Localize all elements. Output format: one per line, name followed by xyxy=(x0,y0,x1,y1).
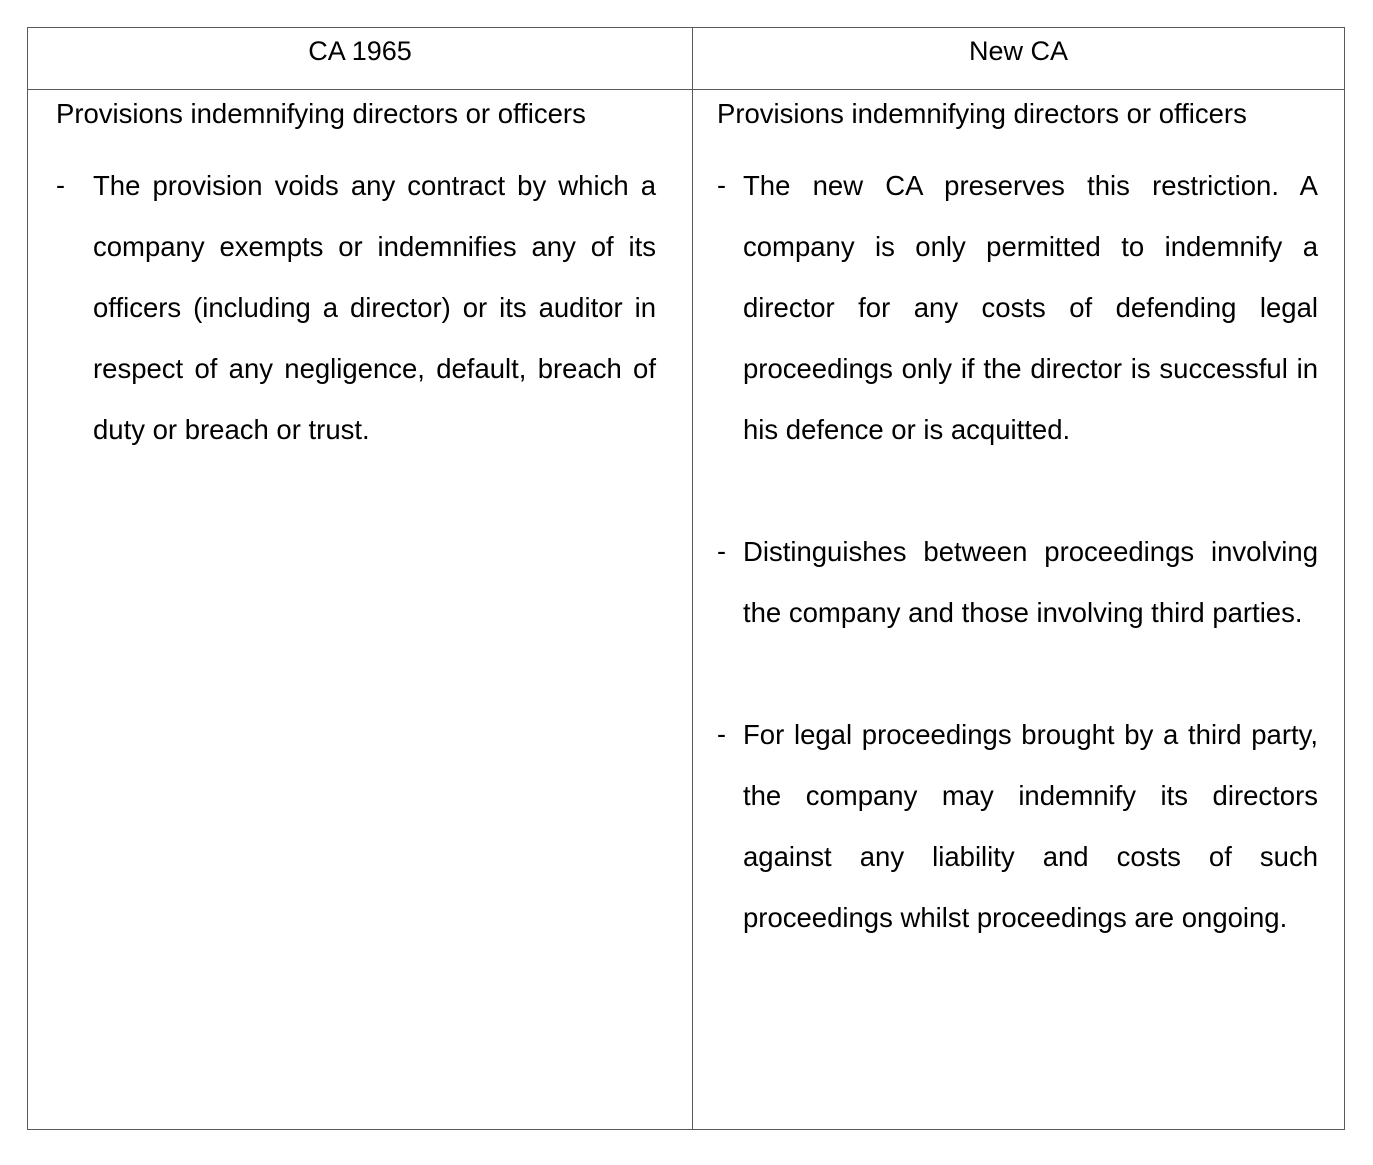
new-ca-bullet-text: The new CA preserves this restriction. A company is only permitted to indemnify a director for any costs of defending legal proceedings only if the director is successful in his defence or is acquitted. xyxy=(743,170,1318,445)
new-ca-bullet-text: Distinguishes between proceedings involving the company and those involving third parties. xyxy=(743,536,1318,628)
new-ca-bullet-text: For legal proceedings brought by a third party, the company may indemnify its directors against any liability and costs of such proceedings whilst proceedings are ongoing. xyxy=(743,719,1318,933)
header-new-ca-label: New CA xyxy=(968,36,1069,66)
bullet-spacer xyxy=(717,460,1318,521)
new-ca-bullet-third-party xyxy=(717,704,1318,948)
comparison-table xyxy=(27,27,1345,1130)
new-ca-section-title: Provisions indemnifying directors or officers xyxy=(717,98,1247,129)
bullet-dash: - xyxy=(717,719,726,749)
bullet-dash: - xyxy=(56,170,65,200)
new-ca-bullet-distinguishes xyxy=(717,521,1318,643)
header-new-ca xyxy=(693,28,1345,90)
bullet-spacer xyxy=(717,643,1318,704)
header-row xyxy=(28,28,1345,90)
bullet-dash: - xyxy=(717,170,726,200)
new-ca-cell xyxy=(693,90,1345,1130)
header-ca-1965 xyxy=(28,28,693,90)
ca-1965-section-title: Provisions indemnifying directors or officers xyxy=(56,98,586,129)
bullet-dash: - xyxy=(717,536,726,566)
ca-1965-bullet xyxy=(56,155,656,460)
new-ca-bullet-restriction xyxy=(717,155,1318,460)
header-ca-1965-label: CA 1965 xyxy=(308,36,412,66)
content-row xyxy=(28,90,1345,1130)
ca-1965-cell xyxy=(28,90,693,1130)
ca-1965-bullet-text: The provision voids any contract by which a company exempts or indemnifies any of its officers (including a director) or its auditor in respect of any negligence, default, breach of duty or breach or trust. xyxy=(93,170,656,445)
